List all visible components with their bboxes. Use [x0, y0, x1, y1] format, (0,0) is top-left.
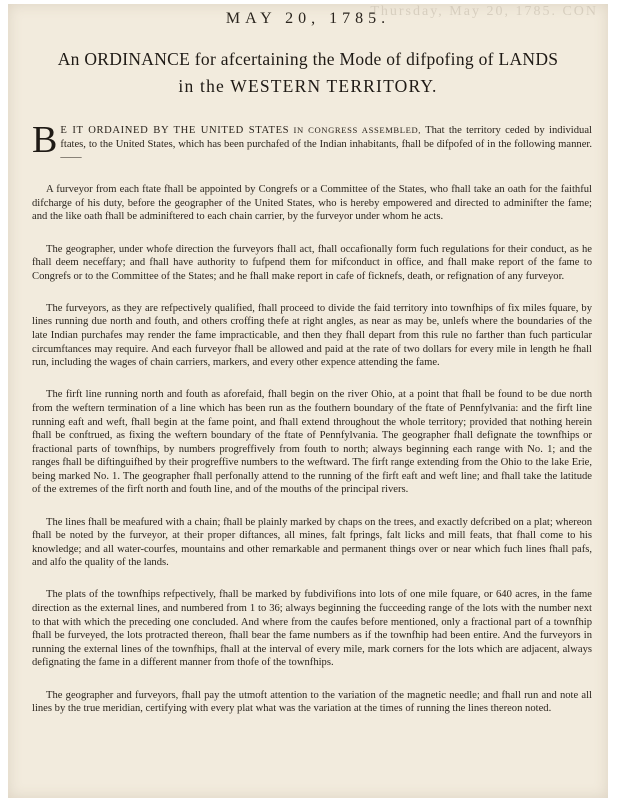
- intro-paragraph: [32, 119, 592, 165]
- paragraph-township-division: The furveyors, as they are refpectively qualified, fhall proceed to divide the faid territory into townfhips of fix miles fquare, by lines running due north and fouth, and others croffing thefe at right angles, as near as may be, unlefs where the boundaries of the late Indian purchafes may render the fame impracticable, and then they fhall depart from this rule no farther than fuch particular circumftances may require. And each furveyor fhall be allowed and paid at the rate of two dollars for every mile in length he fhall run, including the wages of chain carriers, markers, and every other expence attending the fame.: [32, 302, 592, 369]
- paragraph-geographer-regulations: The geographer, under whofe direction the furveyors fhall act, fhall occafionally form fuch regulations for their conduct, as he fhall deem neceffary; and fhall have authority to fufpend them for mifconduct in office, and fhall make report of the fame to Congrefs or to the Committee of the States; and he fhall make report in cafe of ficknefs, death, or refignation of any furveyor.: [32, 243, 592, 282]
- paragraph-magnetic-variation: The geographer and furveyors, fhall pay the utmoft attention to the variation of the magnetic needle; and fhall run and note all lines by the true meridian, certifying with every plat what was the variation at the times of running the lines thereon noted.: [32, 689, 592, 715]
- title-line-2: in the WESTERN TERRITORY.: [178, 76, 438, 96]
- intro-lead-small: IN CONGRESS ASSEMBLED,: [293, 125, 422, 135]
- intro-lead-caps: E IT ORDAINED BY THE UNITED STATES: [60, 125, 290, 136]
- drop-cap: B: [32, 119, 58, 161]
- paragraph-plats-subdivision: The plats of the townfhips refpectively, fhall be marked by fubdivifions into lots of one mile fquare, or 640 acres, in the fame direction as the external lines, and numbered from 1 to 36; always beginning the fucceeding range of the lots with the number next to that with which the preceding one concluded. And where from the caufes before mentioned, only a fractional part of a townfhip fhall be furveyed, the lots protracted thereon, fhall bear the fame numbers as if the townfhip had been entire. And the furveyors in running the external lines of the townfhips, fhall at the interval of every mile, mark corners for the lots which are adjacent, always defignating the fame in a different manner from thofe of the townfhips.: [32, 589, 592, 669]
- document-date: MAY 20, 1785.: [225, 10, 391, 27]
- bleed-through-text: Thursday, May 20, 1785. CON: [370, 4, 598, 19]
- ordinance-body: [32, 119, 592, 734]
- paragraph-surveyor-appointment: A furveyor from each ftate fhall be appointed by Congrefs or a Committee of the States, who fhall take an oath for the faithful difcharge of his duty, before the geographer of the United States, who is hereby empowered and directed to adminifter the fame; and the like oath fhall be adminiftered to each chain carrier, by the furveyor under whom he acts.: [32, 184, 592, 223]
- ordinance-title: [28, 46, 588, 100]
- paragraph-line-measurement: The lines fhall be meafured with a chain; fhall be plainly marked by chaps on the trees, and exactly defcribed on a plat; whereon fhall be noted by the furveyor, at their proper diftances, all mines, falt fprings, falt licks and mill feats, that fhall come to his knowledge; and all water-courfes, mountains and other remarkable and permanent things over or near which fuch lines fhall pafs, and alfo the quality of the lands.: [32, 516, 592, 569]
- intro-rest: That the territory ceded by individual ftates, to the United States, which has been purchafed of the Indian inhabitants, fhall be difpofed of in the following manner. ——: [60, 125, 592, 164]
- paragraph-first-line: The firft line running north and fouth as aforefaid, fhall begin on the river Ohio, at a point that fhall be found to be due north from the weftern termination of a line which has been run as the fouthern boundary of the ftate of Pennfylvania: and the firft line running eaft and weft, fhall begin at the fame point, and fhall extend throughout the whole territory; provided that nothing herein fhall be conftrued, as fixing the weftern boundary of the ftate of Pennfylvania. The geographer fhall defignate the townfhips or fractional parts of townfhips, by numbers progreffively from fouth to north; always beginning each range with No. 1; and the ranges fhall be diftinguifhed by their progreffive numbers to the weftward. The firft range extending from the Ohio to the lake Erie, being marked No. 1. The geographer fhall perfonally attend to the running of the firft eaft and weft line; and fhall take the latitude of the extremes of the firft north and fouth line, and of the mouths of the principal rivers.: [32, 389, 592, 496]
- document-page: [8, 4, 608, 798]
- title-line-1: An ORDINANCE for afcertaining the Mode of difpofing of LANDS: [57, 49, 559, 69]
